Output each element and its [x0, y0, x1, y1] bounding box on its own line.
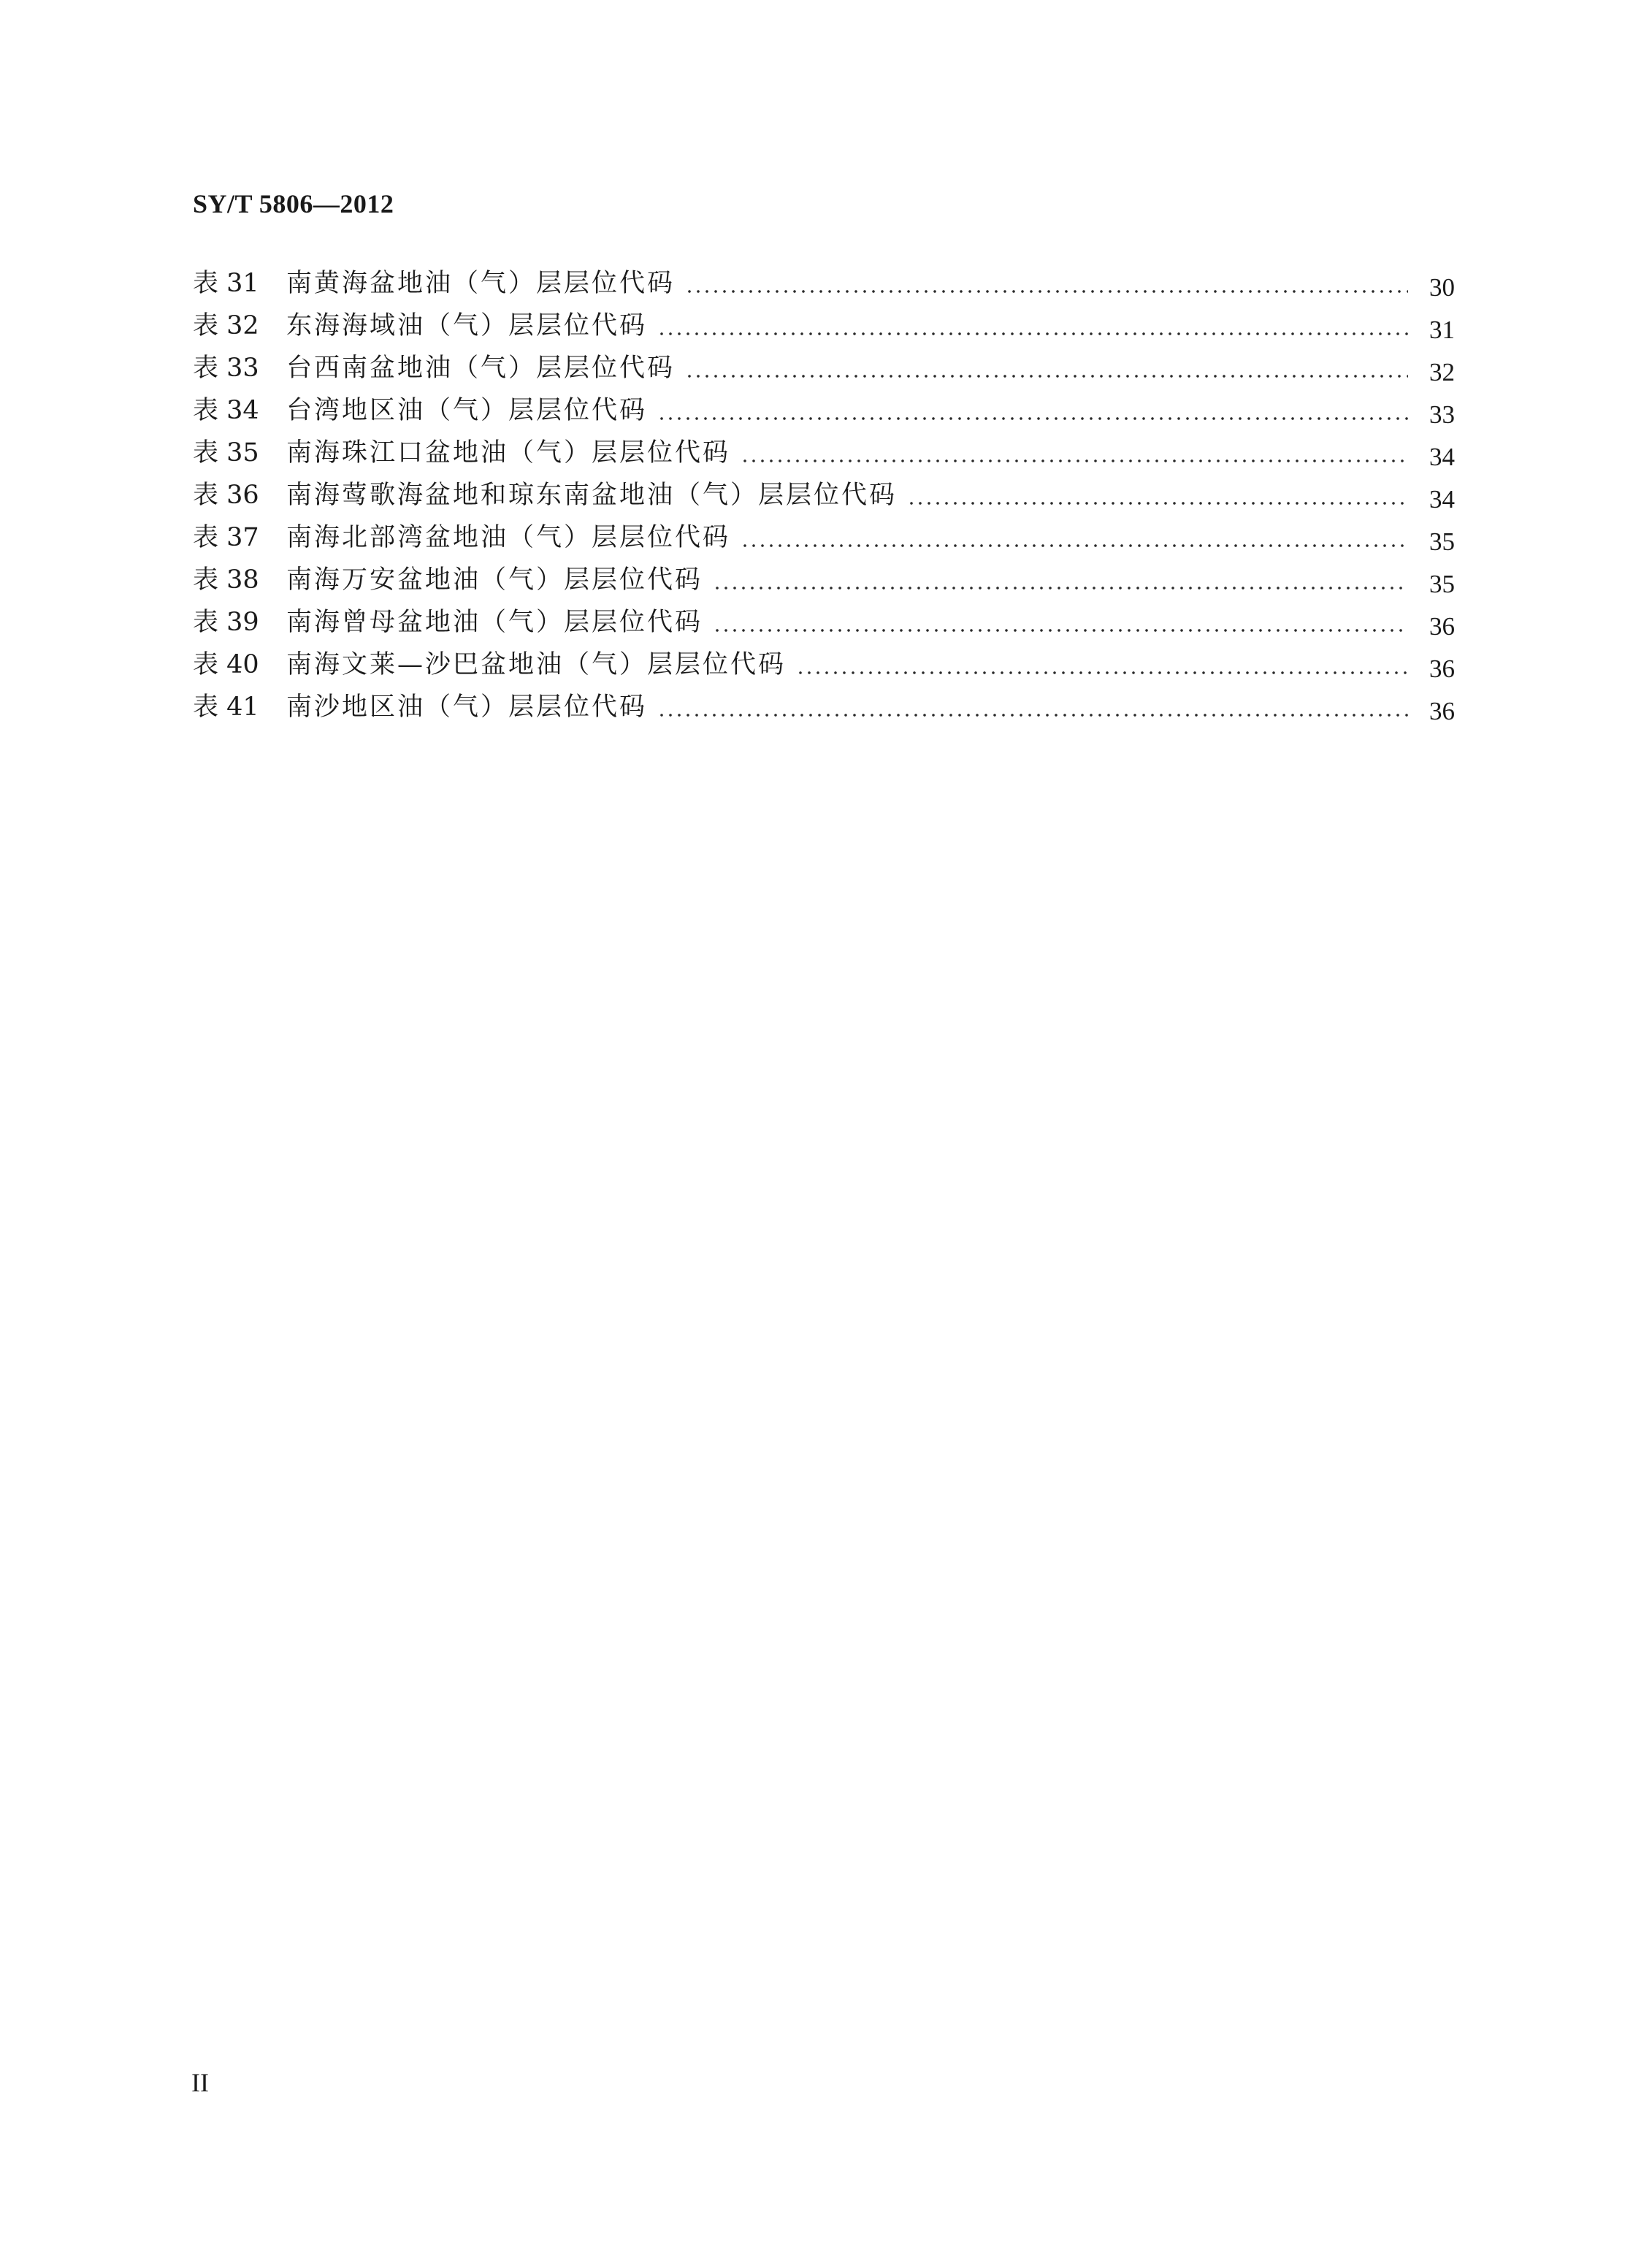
dot-leader [657, 712, 1408, 718]
toc-entry-label: 表 34 [193, 396, 259, 425]
toc-entry-label: 表 41 [193, 692, 259, 722]
toc-entry-title: 南海曾母盆地油（气）层层位代码 [286, 608, 703, 637]
toc-entry[interactable] [193, 602, 1455, 644]
toc-entry-title: 台湾地区油（气）层层位代码 [286, 396, 648, 425]
toc-entry-label: 表 32 [193, 311, 259, 340]
toc-entry-page: 32 [1429, 358, 1455, 386]
toc-entry[interactable] [193, 263, 1455, 305]
toc-entry[interactable] [193, 348, 1455, 390]
toc-entry[interactable] [193, 687, 1455, 729]
toc-entry-label: 表 36 [193, 481, 259, 510]
standard-code: SY/T 5806—2012 [193, 189, 394, 218]
dot-leader [713, 627, 1408, 633]
toc-entry-page: 36 [1429, 612, 1455, 641]
toc-entry-label: 表 40 [193, 650, 259, 679]
dot-leader [657, 416, 1408, 421]
toc-entry[interactable] [193, 475, 1455, 517]
toc-entry-page: 34 [1429, 485, 1455, 514]
toc-entry-title: 南沙地区油（气）层层位代码 [286, 692, 648, 722]
toc-entry-page: 33 [1429, 400, 1455, 429]
dot-leader [741, 458, 1408, 464]
dot-leader [685, 373, 1408, 379]
dot-leader [657, 331, 1408, 337]
toc-entry[interactable] [193, 305, 1455, 348]
toc-entry-page: 36 [1429, 655, 1455, 683]
toc-entry-page: 35 [1429, 570, 1455, 598]
toc-entry-title: 南海莺歌海盆地和琼东南盆地油（气）层层位代码 [286, 481, 898, 510]
toc-entry-label: 表 37 [193, 523, 259, 552]
toc-entry[interactable] [193, 517, 1455, 560]
dot-leader [796, 670, 1408, 676]
toc-entry-title: 东海海域油（气）层层位代码 [286, 311, 648, 340]
toc-entry-page: 31 [1429, 316, 1455, 344]
toc-entry-title: 南海文莱—沙巴盆地油（气）层层位代码 [286, 650, 787, 679]
toc-entry-page: 35 [1429, 527, 1455, 556]
toc-entry-label: 表 38 [193, 565, 259, 595]
toc-entry-title: 南海北部湾盆地油（气）层层位代码 [286, 523, 731, 552]
toc-entry-label: 表 39 [193, 608, 259, 637]
dot-leader [907, 500, 1408, 506]
toc-entry-label: 表 33 [193, 354, 259, 383]
toc-entry-title: 南海珠江口盆地油（气）层层位代码 [286, 438, 731, 468]
toc-entry-label: 表 35 [193, 438, 259, 468]
toc-entry-label: 表 31 [193, 269, 259, 298]
toc-entry-title: 台西南盆地油（气）层层位代码 [286, 354, 676, 383]
dot-leader [685, 289, 1408, 294]
toc-entry-title: 南海万安盆地油（气）层层位代码 [286, 565, 703, 595]
table-of-contents [193, 263, 1455, 729]
toc-entry[interactable] [193, 432, 1455, 475]
page-number: II [191, 2068, 209, 2097]
dot-leader [713, 585, 1408, 591]
dot-leader [741, 543, 1408, 549]
toc-entry-page: 36 [1429, 697, 1455, 725]
toc-entry-page: 30 [1429, 273, 1455, 302]
toc-entry[interactable] [193, 390, 1455, 432]
toc-entry[interactable] [193, 560, 1455, 602]
toc-entry[interactable] [193, 644, 1455, 687]
toc-entry-title: 南黄海盆地油（气）层层位代码 [286, 269, 676, 298]
toc-entry-page: 34 [1429, 443, 1455, 471]
